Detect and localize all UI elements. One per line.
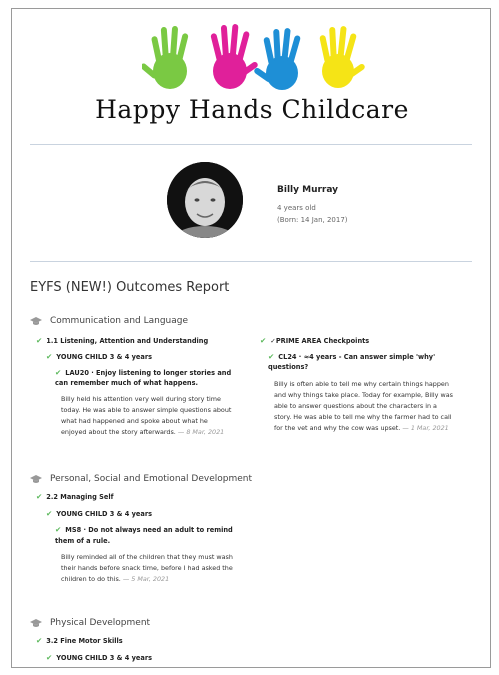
check-icon: ✔ xyxy=(260,336,267,345)
check-icon: ✔ xyxy=(268,352,275,361)
aspect-item: ✔ 2.2 Managing Self xyxy=(36,492,114,501)
graduation-cap-icon xyxy=(30,475,42,484)
check-icon: ✔ xyxy=(36,336,43,345)
observation-date: — 8 Mar, 2021 xyxy=(177,428,225,436)
check-icon: ✔ xyxy=(46,653,53,662)
statement-item: ✔ LAU20 · Enjoy listening to longer stories and xyxy=(55,368,232,377)
child-name: Billy Murray xyxy=(277,185,339,195)
area-heading-label: Communication and Language xyxy=(50,316,189,326)
statement-item-continued: can remember much of what happens. xyxy=(55,379,199,387)
observation-date: — 1 Mar, 2021 xyxy=(402,424,449,432)
observation-text: Billy is often able to tell me why certain things happen and why things take place. Today for example, Billy was able to answer questions about the characters in a story. He was able to tell me why the farmer had to call for the vet and why the cow was upset. — 1 Mar, 2021 xyxy=(274,380,453,432)
age-band-item: ✔ YOUNG CHILD 3 & 4 years xyxy=(46,509,153,518)
check-icon: ✔ xyxy=(46,509,53,518)
child-birth-date: (Born: 14 Jan, 2017) xyxy=(277,216,348,224)
pink-hand-icon xyxy=(210,24,259,89)
logo-title: Happy Hands Childcare xyxy=(95,95,409,124)
divider xyxy=(30,144,472,145)
checkpoint-item: ✔ CL24 · ≈4 years - Can answer simple 'why' xyxy=(268,352,436,361)
area-heading-label: Personal, Social and Emotional Development xyxy=(50,474,252,484)
aspect-item: ✔ 1.1 Listening, Attention and Understanding xyxy=(36,336,209,345)
area-heading-physical xyxy=(30,618,150,628)
area-heading-label: Physical Development xyxy=(50,618,151,628)
prime-area-heading: ✔ ✓PRIME AREA Checkpoints xyxy=(260,336,370,345)
check-icon: ✔ xyxy=(46,352,53,361)
aspect-item: ✔ 3.2 Fine Motor Skills xyxy=(36,636,123,645)
divider xyxy=(30,261,472,262)
check-icon: ✔ xyxy=(55,368,62,377)
yellow-hand-icon xyxy=(319,26,366,88)
observation-text: Billy reminded all of the children that they must wash their hands before snack time, before I had asked the children to do this. — 5 Mar, 2021 xyxy=(61,553,233,583)
age-band-item: ✔ YOUNG CHILD 3 & 4 years xyxy=(46,352,153,361)
check-icon: ✔ xyxy=(36,492,43,501)
observation-date: — 5 Mar, 2021 xyxy=(122,575,170,583)
handprints-logo-icon xyxy=(142,21,367,96)
statement-item: ✔ MS8 · Do not always need an adult to remind xyxy=(55,525,233,534)
report-title: EYFS (NEW!) Outcomes Report xyxy=(30,280,230,295)
childcare-logo xyxy=(12,9,491,139)
check-icon: ✔ xyxy=(36,636,43,645)
checkpoint-item-continued: questions? xyxy=(268,363,309,371)
graduation-cap-icon xyxy=(30,317,42,326)
statement-item-continued: them of a rule. xyxy=(55,537,111,545)
area-heading-personal xyxy=(30,474,252,484)
graduation-cap-icon xyxy=(30,619,42,628)
age-band-item: ✔ YOUNG CHILD 3 & 4 years xyxy=(46,653,153,662)
child-age: 4 years old xyxy=(277,204,316,212)
child-photo-icon xyxy=(167,162,243,238)
observation-text: Billy held his attention very well during story time today. He was able to answer simple questions about what had happened and spoke about what he enjoyed about the story afterwards. — 8 Mar, 2021 xyxy=(61,395,232,436)
child-avatar xyxy=(167,162,243,238)
green-hand-icon xyxy=(142,26,189,89)
blue-hand-icon xyxy=(253,28,301,90)
report-page xyxy=(11,8,491,668)
check-icon: ✔ xyxy=(55,525,62,534)
area-heading-communication xyxy=(30,316,188,326)
